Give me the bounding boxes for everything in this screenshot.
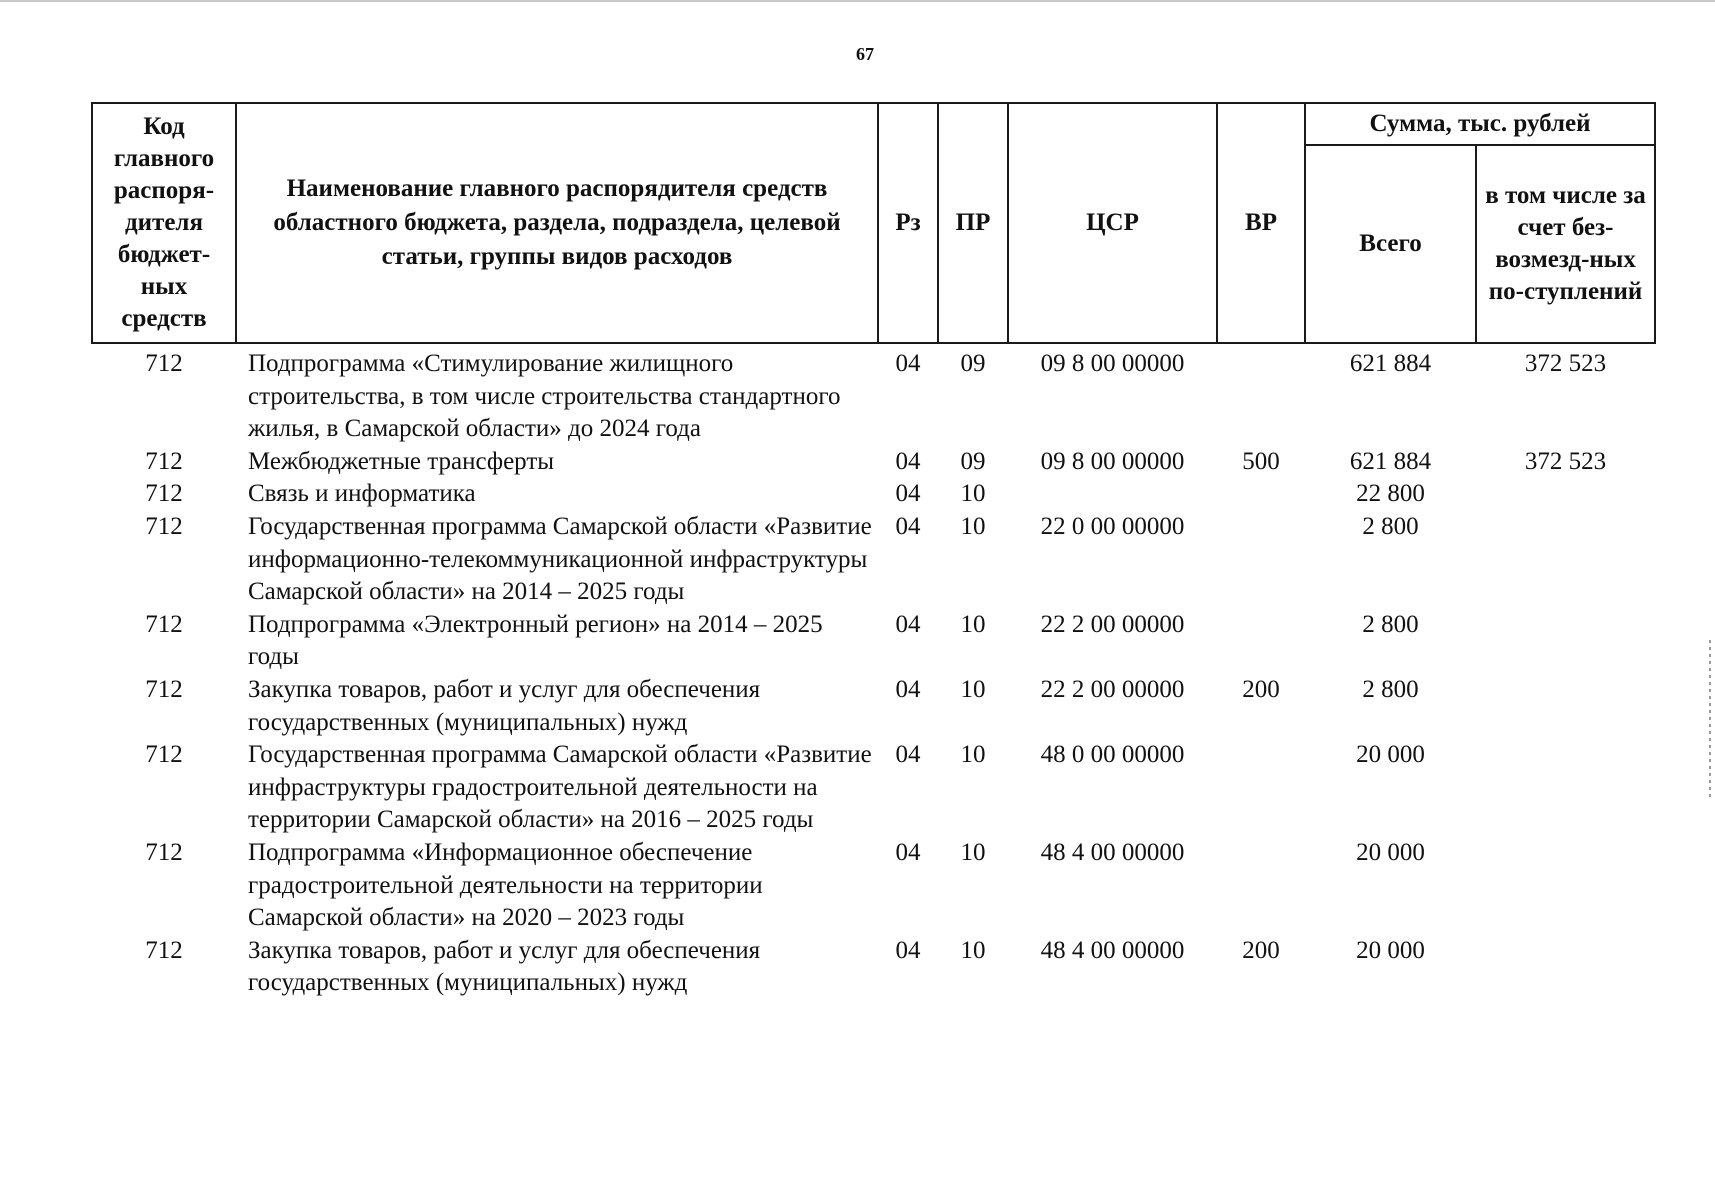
table-row [92, 837, 1655, 935]
page-number: 67 [856, 44, 874, 64]
row-total: 22 800 [1356, 480, 1425, 508]
row-code: 712 [145, 480, 183, 508]
row-rz: 04 [895, 936, 921, 964]
row-csr: 09 8 00 00000 [1040, 447, 1185, 475]
row-free: 372 523 [1524, 350, 1607, 377]
row-name: Государственная программа Самарской области «Развитие информационно-телекоммуникационной инфраструктуры Самарской области» на 2014 – 2025 годы [248, 512, 872, 606]
row-free: 372 523 [1524, 447, 1607, 475]
row-code: 712 [145, 350, 183, 377]
table-row [92, 343, 1655, 446]
row-code: 712 [145, 610, 183, 638]
row-free [1476, 837, 1655, 935]
row-name: Закупка товаров, работ и услуг для обеспечения государственных (муниципальных) нужд [248, 675, 761, 736]
header-rz: Рз [878, 103, 938, 343]
row-code: 712 [145, 741, 183, 769]
row-free [1476, 478, 1655, 511]
row-csr: 48 4 00 00000 [1040, 936, 1185, 964]
row-name: Закупка товаров, работ и услуг для обеспечения государственных (муниципальных) нужд [248, 936, 761, 997]
row-vr [1217, 837, 1305, 935]
row-free [1476, 935, 1655, 1000]
row-csr: 22 0 00 00000 [1040, 512, 1185, 540]
row-total: 621 884 [1349, 447, 1432, 475]
header-code: Код главного распоря-дителя бюджет-ных средств [92, 103, 236, 343]
row-csr: 22 2 00 00000 [1040, 675, 1185, 703]
row-rz: 04 [895, 741, 921, 769]
table-row [92, 739, 1655, 837]
row-csr [1008, 478, 1217, 511]
row-free [1476, 674, 1655, 739]
row-pr: 10 [960, 936, 986, 964]
table-row [92, 478, 1655, 511]
row-csr: 48 4 00 00000 [1040, 838, 1185, 866]
row-pr: 10 [960, 480, 986, 508]
row-name: Подпрограмма «Стимулирование жилищного строительства, в том числе строительства стандартного жилья, в Самарской области» до 2024 года [248, 350, 841, 443]
row-total: 20 000 [1356, 838, 1425, 866]
header-csr: ЦСР [1008, 103, 1217, 343]
row-rz: 04 [895, 838, 921, 866]
header-free: в том числе за счет без-возмезд-ных по-ступлений [1476, 145, 1655, 343]
row-rz: 04 [895, 350, 921, 377]
table-row [92, 674, 1655, 739]
row-name: Связь и информатика [248, 480, 476, 508]
row-rz: 04 [895, 512, 921, 540]
row-vr [1217, 511, 1305, 609]
row-rz: 04 [895, 675, 921, 703]
row-csr: 22 2 00 00000 [1040, 610, 1185, 638]
scan-edge-right [1709, 640, 1711, 800]
budget-table [91, 102, 1656, 1000]
table-row [92, 511, 1655, 609]
row-total: 621 884 [1349, 350, 1432, 377]
header-sum: Сумма, тыс. рублей [1305, 103, 1655, 145]
row-vr: 200 [1242, 936, 1280, 964]
row-total: 2 800 [1362, 610, 1419, 638]
row-vr: 200 [1242, 675, 1280, 703]
row-code: 712 [145, 512, 183, 540]
row-vr: 500 [1242, 447, 1280, 475]
table-body [92, 343, 1655, 1000]
row-pr: 10 [960, 512, 986, 540]
row-vr [1217, 739, 1305, 837]
table-row [92, 935, 1655, 1000]
row-csr: 48 0 00 00000 [1040, 741, 1185, 769]
row-pr: 10 [960, 741, 986, 769]
row-rz: 04 [895, 610, 921, 638]
row-free [1476, 739, 1655, 837]
row-vr [1217, 478, 1305, 511]
row-pr: 09 [960, 447, 986, 475]
table-header [92, 103, 1655, 343]
row-total: 20 000 [1356, 936, 1425, 964]
row-pr: 09 [960, 350, 986, 377]
row-vr [1217, 609, 1305, 674]
row-code: 712 [145, 675, 183, 703]
header-vr: ВР [1217, 103, 1305, 343]
row-pr: 10 [960, 610, 986, 638]
row-total: 2 800 [1362, 512, 1419, 540]
row-code: 712 [145, 936, 183, 964]
row-free [1476, 511, 1655, 609]
row-code: 712 [145, 447, 183, 475]
scan-edge-top [0, 0, 1715, 2]
table-row [92, 446, 1655, 479]
row-csr: 09 8 00 00000 [1040, 350, 1185, 377]
table-row [92, 609, 1655, 674]
row-rz: 04 [895, 480, 921, 508]
row-total: 20 000 [1356, 741, 1425, 769]
row-name: Государственная программа Самарской области «Развитие инфраструктуры градостроительной деятельности на территории Самарской области» на 2016 – 2025 годы [248, 741, 872, 834]
row-pr: 10 [960, 675, 986, 703]
row-code: 712 [145, 838, 183, 866]
row-vr [1217, 343, 1305, 446]
row-total: 2 800 [1362, 675, 1419, 703]
row-name: Межбюджетные трансферты [248, 447, 555, 475]
row-free [1476, 609, 1655, 674]
row-rz: 04 [895, 447, 921, 475]
header-pr: ПР [938, 103, 1008, 343]
header-total: Всего [1305, 145, 1476, 343]
row-pr: 10 [960, 838, 986, 866]
header-name: Наименование главного распорядителя средств областного бюджета, раздела, подраздела, целевой статьи, группы видов расходов [236, 103, 878, 343]
row-name: Подпрограмма «Электронный регион» на 2014 – 2025 годы [248, 610, 823, 671]
row-name: Подпрограмма «Информационное обеспечение градостроительной деятельности на территории Самарской области» на 2020 – 2023 годы [248, 838, 763, 932]
